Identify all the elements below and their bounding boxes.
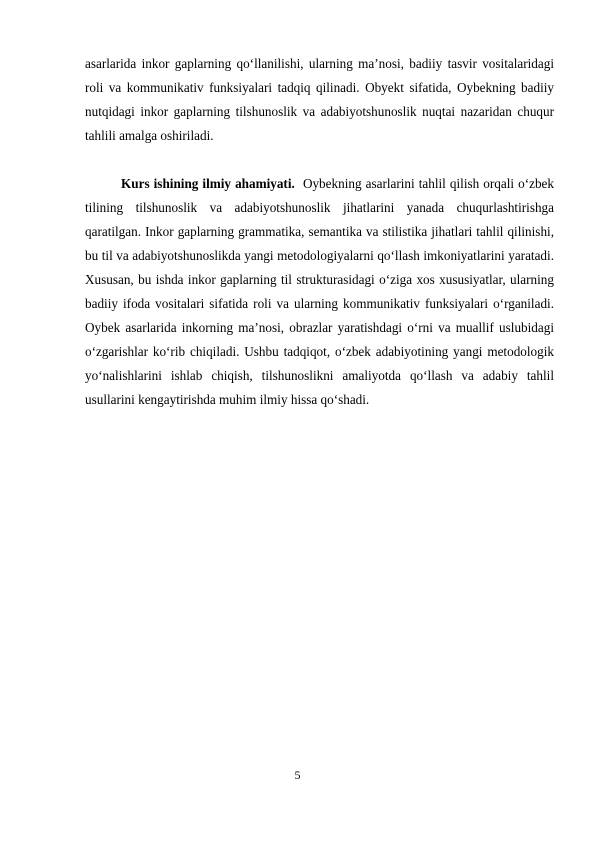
paragraph-significance [85, 172, 554, 412]
paragraph-intro-text: asarlarida inkor gaplarning qo‘llanilishi, ularning ma’nosi, badiiy tasvir vositalaridagi roli va kommunikativ funksiyalari tadqiq qilinadi. Obyekt sifatida, Oybekning badiiy nutqidagi inkor gaplarning tilshunoslik va adabiyotshunoslik nuqtai nazaridan chuqur tahlili amalga oshiriladi. [85, 56, 554, 143]
paragraph-intro [85, 52, 554, 148]
page-body [85, 52, 554, 412]
section-heading: Kurs ishining ilmiy ahamiyati. [121, 176, 295, 191]
paragraph-significance-text: Oybekning asarlarini tahlil qilish orqali o‘zbek tilining tilshunoslik va adabiyotshunoslik jihatlarini yanada chuqurlashtirishga qaratilgan. Inkor gaplarning grammatika, semantika va stilistika jihatlari tahlil qilinishi, bu til va adabiyotshunoslikda yangi metodologiyalarni qo‘llash imkoniyatlarini yaratadi. Xususan, bu ishda inkor gaplarning til strukturasidagi o‘ziga xos xususiyatlar, ularning badiiy ifoda vositalari sifatida roli va ularning kommunikativ funksiyalari o‘rganiladi. Oybek asarlarida inkorning ma’nosi, obrazlar yaratishdagi o‘rni va muallif uslubidagi o‘zgarishlar ko‘rib chiqiladi. Ushbu tadqiqot, o‘zbek adabiyotining yangi metodologik yo‘nalishlarini ishlab chiqish, tilshunoslikni amaliyotda qo‘llash va adabiy tahlil usullarini kengaytirishda muhim ilmiy hissa qo‘shadi. [85, 176, 554, 407]
page-number: 5 [294, 768, 301, 782]
